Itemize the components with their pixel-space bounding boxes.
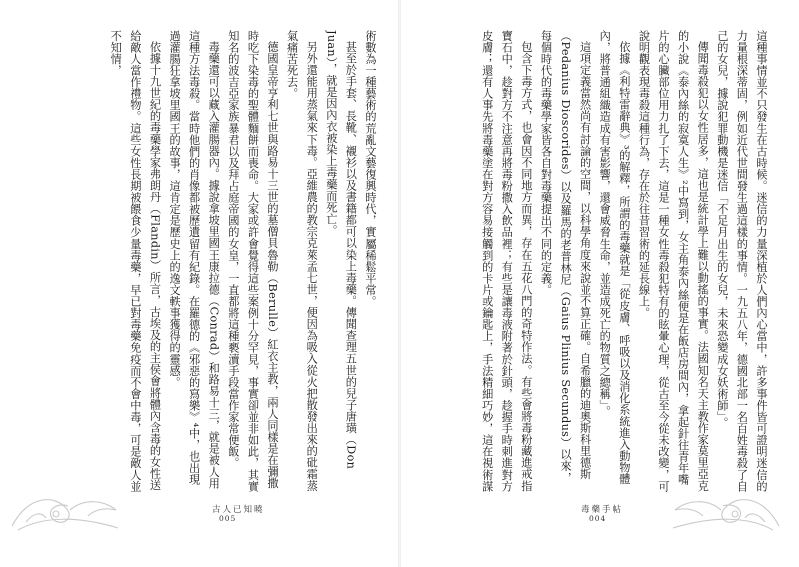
left-page-paragraph: 另外還能用蒸氣來下毒。亞維農的教宗克萊孟七世，便因為吸入從火把散發出來的砒霜蒸氣痛苦死去。 <box>285 30 319 492</box>
left-page-paragraph: 甚至於手套、長靴、襯衫以及書籍都可以染上毒藥。傳聞查理五世的兒子唐璜（Don Juan），就是因內衣被染上毒藥而死亡。 <box>324 30 358 470</box>
right-page-paragraph: 這項定義當然尚有討論的空間，以科學角度來說並不算正確。自希臘的迪奧斯科里德斯（Pedanius Dioscorides）以及羅馬的老普林尼（Gaius Plinius Secundus）以來，每個時代的毒藥學家皆各自對毒藥提出不同的定義。 <box>539 30 592 484</box>
left-page-paragraph: 毒藥還可以藏入灌腸器內。據說拿坡里國王康拉德（Conrad）和路易十三，就是被人用這種方法毒殺。當時他們的肖像都被歷遺留有紀錄。在羅德的《邪惡的寫樂》⁴中，也出現過灌腸狂拿坡里國王的故事，這肯定是歷史上的逸文軼事獲得的靈感。 <box>168 30 221 490</box>
left-page-body <box>62 30 380 492</box>
right-page-paragraph: 這種事情並不只發生在古時候。迷信的力量深植於人們內心當中，許多事件皆可證明迷信的力量根深蒂固，例如近代世間發生過這樣的事情。一九五八年，德國北部一名百姓毒殺了自己的女兒，據說犯罪動機是迷信「不足月出生的女兒，未來恐變成女妖術師」。 <box>715 30 768 492</box>
right-page-body <box>427 30 771 492</box>
right-page-footer <box>401 503 799 523</box>
running-title: 古人已知曉 <box>212 505 265 515</box>
left-page <box>0 0 398 567</box>
left-page-paragraph: 德國皇帝亨利七世與路易十三世的墓僧貝魯勒（Berulle）紅衣主教，兩人同樣是在彌撒時吃下染毒的聖體麵餅而喪命。大家或許會覺得這些案例十分罕見，事實卻並非如此，其實知名的波吉亞家族暴君以及拜占庭帝國的女皇，一直都將這種褻瀆手段當作家常便飯。 <box>226 30 280 492</box>
right-page <box>401 0 799 567</box>
right-page-paragraph: 依據《利特雷辭典》³的解釋，所謂的毒藥就是「從皮膚、呼吸以及消化系統進入動物體內，將普通組織造成有害影響，還會威脅生命，並造成死亡的物質之總稱」。 <box>598 30 631 485</box>
right-page-paragraph: 包含下毒方式，也會因不同地方而異，存在五花八門的奇特作法。有些會將毒粉藏進戒指寶石中，趁對方不注意再將毒粉撒入飲品裡；有些是讓毒液附著於針頭，趁握手時刺進對方皮膚；還有人事先將毒藥塗在對方容易接觸到的卡片或鑰匙上，手法精細巧妙，這在視術謀 <box>480 30 533 492</box>
right-page-paragraph: 傳聞毒殺犯以女性居多，這也是統計學上難以動搖的事實。法國知名天主教作家莫里亞克的小說《泰內絲的寂寞人生》²中寫到，女主角泰內絲便是在飯店房間內，拿起針往青年嘴片的心臟部位用力扎了下去，這是一種女性毒殺犯特有的眩暈心理，從古至今從未改變，可說明觀表現毒殺這種行為，存在於往昔習術的延長線上。 <box>637 30 710 492</box>
left-page-paragraph: 依據十九世紀的毒藥學家弗朗丹（Flandin）所言，古埃及的主侯會將體內含毒的女性送給敵人當作禮物。這些女性長期被餵食少量毒藥，早已對毒藥免疫而不會中毒，可是敵人並不知情， <box>109 30 162 492</box>
left-page-paragraph: 術數為一種藝術的荒亂文藝復興時代，實屬稀鬆平常。 <box>364 30 377 308</box>
page-number: 004 <box>589 514 607 523</box>
left-page-footer <box>0 503 398 523</box>
running-title: 毒藥手帖 <box>581 505 624 515</box>
page-number: 005 <box>219 514 237 523</box>
